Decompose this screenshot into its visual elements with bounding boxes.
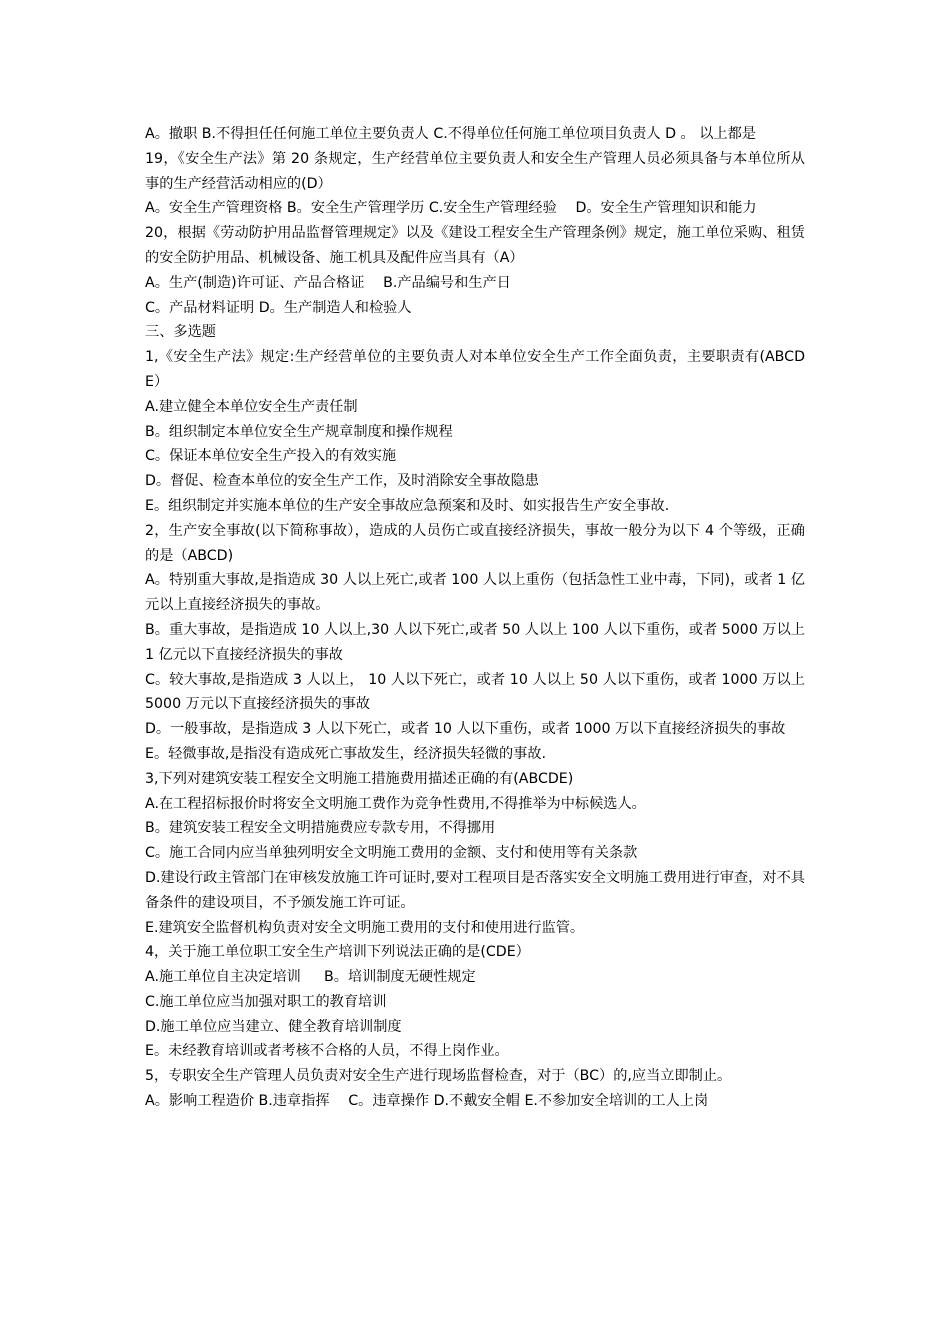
multi-question-5-options: A。影响工程造价 B.违章指挥 C。违章操作 D.不戴安全帽 E.不参加安全培训的工人上岗 [145,1093,709,1110]
multi-question-2: 2，生产安全事故(以下简称事故），造成的人员伤亡或直接经济损失，事故一般分为以下 4 个等级，正确的是（ABCD) [145,522,805,564]
question-20-options-cd: C。产品材料证明 D。生产制造人和检验人 [145,299,412,316]
multi-question-1-option-c: C。保证本单位安全生产投入的有效实施 [145,448,397,465]
multi-question-1-option-a: A.建立健全本单位安全生产责任制 [145,398,358,415]
multi-question-3-option-c: C。施工合同内应当单独列明安全文明施工费用的金额、支付和使用等有关条款 [145,845,638,862]
multi-question-2-option-c: C。较大事故,是指造成 3 人以上， 10 人以下死亡，或者 10 人以上 50 人以下重伤，或者 1000 万以上 5000 万元以下直接经济损失的事故 [145,671,805,713]
multi-question-4: 4，关于施工单位职工安全生产培训下列说法正确的是(CDE） [145,944,530,961]
multi-question-1: 1,《安全生产法》规定:生产经营单位的主要负责人对本单位安全生产工作全面负责，主要职责有(ABCDE） [145,349,805,390]
multi-question-1-option-e: E。组织制定并实施本单位的生产安全事故应急预案和及时、如实报告生产安全事故. [145,497,670,514]
multi-question-3: 3,下列对建筑安装工程安全文明施工措施费用描述正确的有(ABCDE) [145,770,574,787]
multi-question-3-option-b: B。建筑安装工程安全文明措施费应专款专用，不得挪用 [145,820,496,837]
document-body [145,122,805,1114]
multi-question-4-option-d: D.施工单位应当建立、健全教育培训制度 [145,1018,402,1035]
question-19-options: A。安全生产管理资格 B。安全生产管理学历 C.安全生产管理经验 D。安全生产管理知识和能力 [145,200,757,217]
multi-question-2-option-a: A。特别重大事故,是指造成 30 人以上死亡,或者 100 人以上重伤（包括急性工业中毒，下同)，或者 1 亿元以上直接经济损失的事故。 [145,572,805,614]
multi-question-4-option-c: C.施工单位应当加强对职工的教育培训 [145,993,387,1010]
multi-question-3-option-e: E.建筑安全监督机构负责对安全文明施工费用的支付和使用进行监管。 [145,919,585,936]
multi-question-1-option-b: B。组织制定本单位安全生产规章制度和操作规程 [145,423,453,440]
multi-question-2-option-b: B。重大事故，是指造成 10 人以上,30 人以下死亡,或者 50 人以上 100 人以下重伤，或者 5000 万以上 1 亿元以下直接经济损失的事故 [145,621,805,663]
multi-question-4-options-ab: A.施工单位自主决定培训 B。培训制度无硬性规定 [145,969,476,986]
multi-question-3-option-d: D.建设行政主管部门在审核发放施工许可证时,要对工程项目是否落实安全文明施工费用进行审查，对不具备条件的建设项目，不予颁发施工许可证。 [145,869,805,911]
question-20: 20，根据《劳动防护用品监督管理规定》以及《建设工程安全生产管理条例》规定，施工单位采购、租赁的安全防护用品、机械设备、施工机具及配件应当具有（A） [145,225,805,266]
section-heading: 三、多选题 [145,324,216,341]
question-20-options-ab: A。生产(制造)许可证、产品合格证 B.产品编号和生产日 [145,274,511,291]
question-19: 19，《安全生产法》第 20 条规定，生产经营单位主要负责人和安全生产管理人员必须具备与本单位所从事的生产经营活动相应的(D） [145,150,805,192]
multi-question-3-option-a: A.在工程招标报价时将安全文明施工费作为竞争性费用,不得推举为中标候选人。 [145,795,646,812]
text-line-1: A。撤职 B.不得担任任何施工单位主要负责人 C.不得单位任何施工单位项目负责人 D 。 以上都是 [145,126,756,142]
multi-question-1-option-d: D。督促、检查本单位的安全生产工作，及时消除安全事故隐患 [145,473,539,490]
multi-question-2-option-e: E。轻微事故,是指没有造成死亡事故发生，经济损失轻微的事故. [145,745,547,762]
multi-question-4-option-e: E。未经教育培训或者考核不合格的人员，不得上岗作业。 [145,1043,509,1060]
multi-question-5: 5，专职安全生产管理人员负责对安全生产进行现场监督检查，对于（BC）的,应当立即制止。 [145,1068,732,1085]
multi-question-2-option-d: D。一般事故，是指造成 3 人以下死亡，或者 10 人以下重伤，或者 1000 万以下直接经济损失的事故 [145,721,786,738]
